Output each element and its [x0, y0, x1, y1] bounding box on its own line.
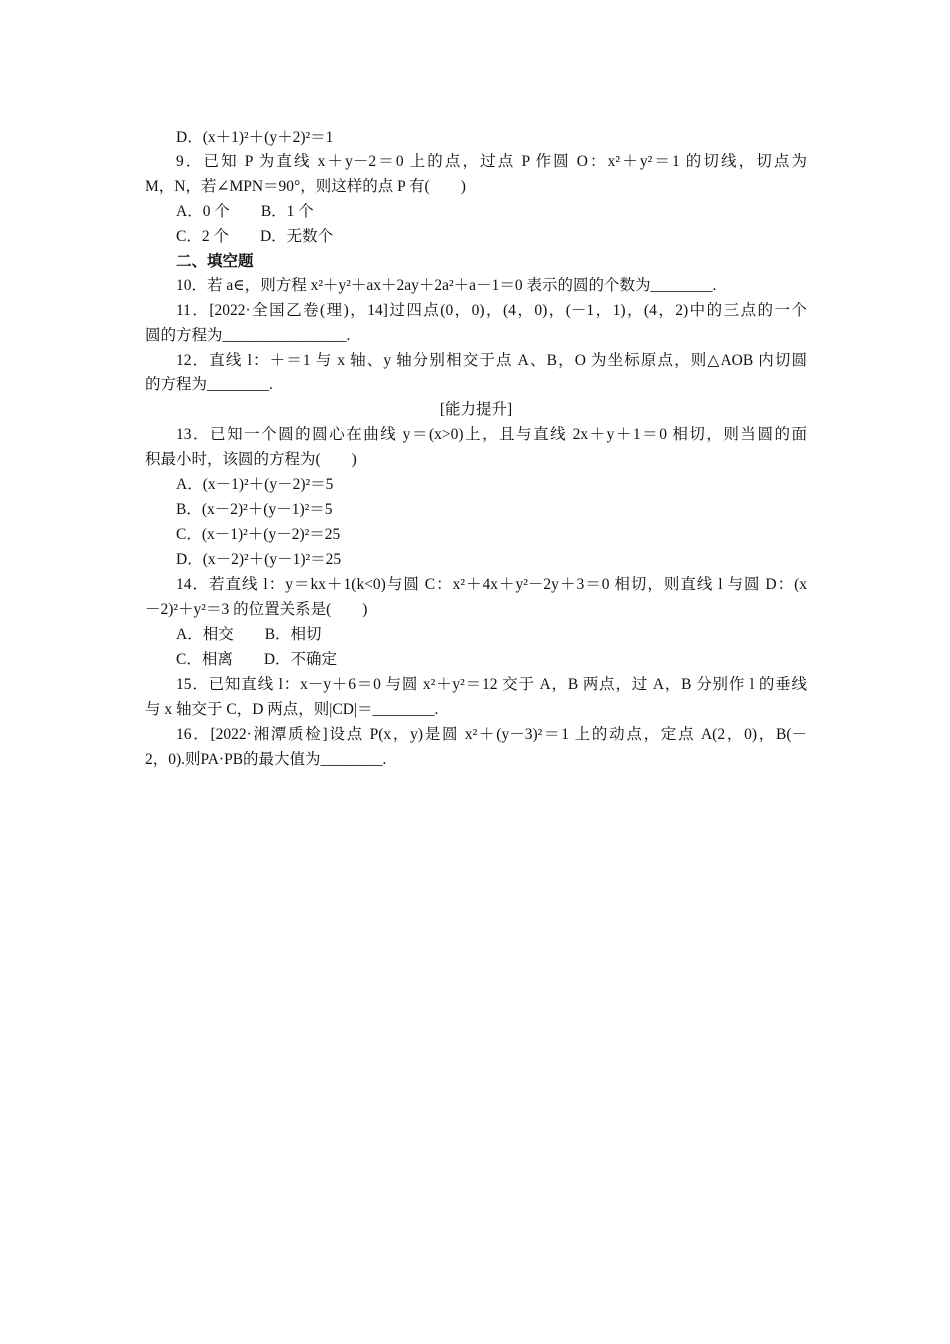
- q12-stem-line1: 12．直线 l：＋＝1 与 x 轴、y 轴分别相交于点 A、B，O 为坐标原点，则△AOB 内切圆: [176, 352, 807, 369]
- q13-stem-line2: 积最小时，该圆的方程为( ): [145, 451, 357, 468]
- q13-option-c: C．(x－1)²＋(y－2)²＝25: [176, 526, 341, 543]
- q9-stem-line1: 9．已知 P 为直线 x＋y－2＝0 上的点，过点 P 作圆 O：x²＋y²＝1 的切线，切点为: [176, 153, 807, 170]
- q15-stem-line1: 15．已知直线 l：x－y＋6＝0 与圆 x²＋y²＝12 交于 A，B 两点，过 A，B 分别作 l 的垂线: [176, 676, 807, 693]
- q9-stem-line2: M，N，若∠MPN＝90°，则这样的点 P 有( ): [145, 178, 466, 195]
- q13-stem-line1: 13．已知一个圆的圆心在曲线 y＝(x>0)上，且与直线 2x＋y＋1＝0 相切，则当圆的面: [176, 426, 807, 443]
- q13-option-d: D．(x－2)²＋(y－1)²＝25: [176, 551, 342, 568]
- q9-options-cd: C．2 个 D．无数个: [176, 228, 334, 245]
- section-heading-fill-in: 二、填空题: [176, 253, 254, 270]
- q13-option-b: B．(x－2)²＋(y－1)²＝5: [176, 501, 333, 518]
- q10-stem: 10．若 a∈，则方程 x²＋y²＋ax＋2ay＋2a²＋a－1＝0 表示的圆的个数为________.: [176, 277, 717, 294]
- q15-stem-line2: 与 x 轴交于 C，D 两点，则|CD|＝________.: [145, 701, 439, 718]
- q16-stem-line1: 16．[2022·湘潭质检]设点 P(x，y)是圆 x²＋(y－3)²＝1 上的动点，定点 A(2，0)，B(－: [176, 726, 807, 743]
- q11-stem-line2: 圆的方程为________________.: [145, 327, 351, 344]
- q14-stem-line2: －2)²＋y²＝3 的位置关系是( ): [145, 601, 368, 618]
- q13-option-a: A．(x－1)²＋(y－2)²＝5: [176, 476, 334, 493]
- section-heading-ability: [能力提升]: [439, 401, 513, 418]
- q14-options-cd: C．相离 D．不确定: [176, 651, 338, 668]
- q12-stem-line2: 的方程为________.: [145, 376, 273, 393]
- q14-stem-line1: 14．若直线 l：y＝kx＋1(k<0)与圆 C：x²＋4x＋y²－2y＋3＝0 相切，则直线 l 与圆 D：(x: [176, 576, 807, 593]
- q8-option-d: D．(x＋1)²＋(y＋2)²＝1: [176, 129, 334, 146]
- q16-stem-line2: 2，0).则PA·PB的最大值为________.: [145, 751, 387, 768]
- q9-options-ab: A．0 个 B．1 个: [176, 203, 314, 220]
- q14-options-ab: A．相交 B．相切: [176, 626, 322, 643]
- q11-stem-line1: 11．[2022·全国乙卷(理)，14]过四点(0，0)，(4，0)，(－1，1)，(4，2)中的三点的一个: [176, 302, 807, 319]
